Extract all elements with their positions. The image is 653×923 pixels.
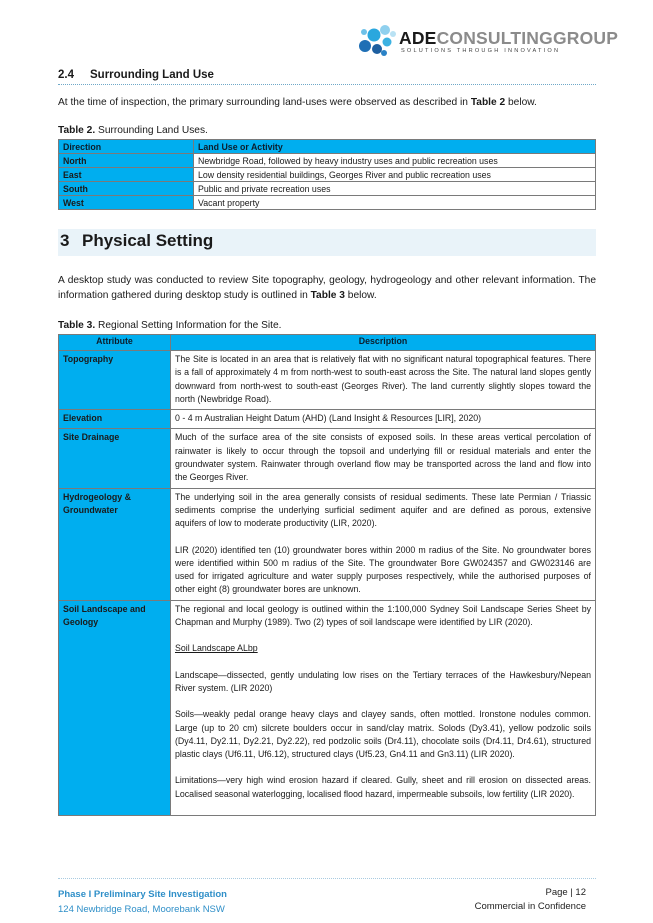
table-row: North Newbridge Road, followed by heavy industry uses and public recreation uses [59, 154, 596, 168]
page-number: Page | 12 [545, 887, 586, 898]
table-header: Attribute [59, 335, 171, 351]
table-row: Topography The Site is located in an area that is relatively flat with no significant natural topographical features. There is a fall of approximately 4 m from north-west to south-east across the Site. The natural land slopes gently downward from north-west to south-east (Georges River). The land currently slightly slopes toward the north (Newbridge Road). [59, 351, 596, 410]
footer-confidentiality: Commercial in Confidence [474, 901, 586, 912]
table-row: East Low density residential buildings, Georges River and public recreation uses [59, 168, 596, 182]
footer-divider [58, 878, 596, 879]
table-row: Soil Landscape and Geology The regional and local geology is outlined within the 1:100,000 Sydney Soil Landscape Series Sheet by Chapman and Murphy (1989). Two (2) types of soil landscape were identified by LIR (2020). Soil Landscape ALbp Landscape—dissected, gently undulating low rises on the Tertiary terraces of the Hawkesbury/Nepean River system. (LIR 2020) Soils—weakly pedal orange heavy clays and clayey sands, often mottled. Ironstone nodules common. Large (up to 20 cm) silcrete boulders occur in sand/clay matrix. Solods (Dy3.41), yellow podzolic soils (Dy4.11, Dy2.11, Dy2.21, Dy2.22), red podzolic soils (Dr4.11), chocolate soils (Dr4.11, Dr4.61), structured plastic clays (Uf6.11, Uf6.12), structured clays (Uf5.23, Gn4.11 and Gn3.11) (LIR 2020). Limitations—very high wind erosion hazard if cleared. Gully, sheet and rill erosion on dissected areas. Localised seasonal waterlogging, localised flood hazard, impermeable subsoils, low fertility (LIR 2020). [59, 600, 596, 815]
table-row: Elevation 0 - 4 m Australian Height Datum (AHD) (Land Insight & Resources [LIR], 2020) [59, 410, 596, 429]
soil-landscape-subheading: Soil Landscape ALbp [175, 643, 258, 654]
table-row: South Public and private recreation uses [59, 182, 596, 196]
table-row: West Vacant property [59, 196, 596, 210]
logo-wordmark: ADECONSULTINGGROUP [399, 28, 619, 48]
table-2-caption: Table 2. Surrounding Land Uses. [58, 125, 208, 136]
footer-doc-title: Phase I Preliminary Site Investigation [58, 889, 227, 900]
table-2-land-uses [58, 139, 596, 210]
table-header: Description [171, 335, 596, 351]
section-heading-2-4: 2.4 Surrounding Land Use [58, 69, 596, 85]
section-heading-3: 3 Physical Setting [58, 229, 596, 256]
logo-molecule-icon [357, 22, 397, 58]
footer-address: 124 Newbridge Road, Moorebank NSW [58, 904, 225, 915]
table-3-regional-setting [58, 334, 596, 816]
table-3-caption: Table 3. Regional Setting Information for the Site. [58, 320, 282, 331]
table-header: Land Use or Activity [194, 140, 596, 154]
logo-tagline: SOLUTIONS THROUGH INNOVATION [401, 48, 561, 54]
company-logo [357, 22, 619, 58]
table-row: Site Drainage Much of the surface area of the site consists of exposed soils. In these areas vertical percolation of rainwater is likely to occur through the topsoil and underlying fill or residual materials and enter the groundwater system. Rainwater through overland flow may be transported across the land and flow into the Georges River. [59, 429, 596, 488]
section-2-4-intro: At the time of inspection, the primary surrounding land-uses were observed as described in Table 2 below. [58, 97, 537, 108]
table-header: Direction [59, 140, 194, 154]
table-row: Hydrogeology & Groundwater The underlying soil in the area generally consists of residual sediments. These late Permian / Triassic sediments comprise the underlying surficial sediment aquifer and are defined as porous, extensive aquifers of low to moderate productivity (LIR, 2020). LIR (2020) identified ten (10) groundwater bores within 2000 m radius of the Site. No groundwater bores were identified within 500 m radius of the Site. The groundwater Bore GW024357 and GW023146 are used for irrigated agriculture and water supply purposes respectively, while the authorised purposes of other eight (8) groundwater bores are unknown. [59, 488, 596, 600]
section-3-intro: A desktop study was conducted to review Site topography, geology, hydrogeology and other relevant information. The information gathered during desktop study is outlined in Table 3 below. [58, 275, 596, 301]
